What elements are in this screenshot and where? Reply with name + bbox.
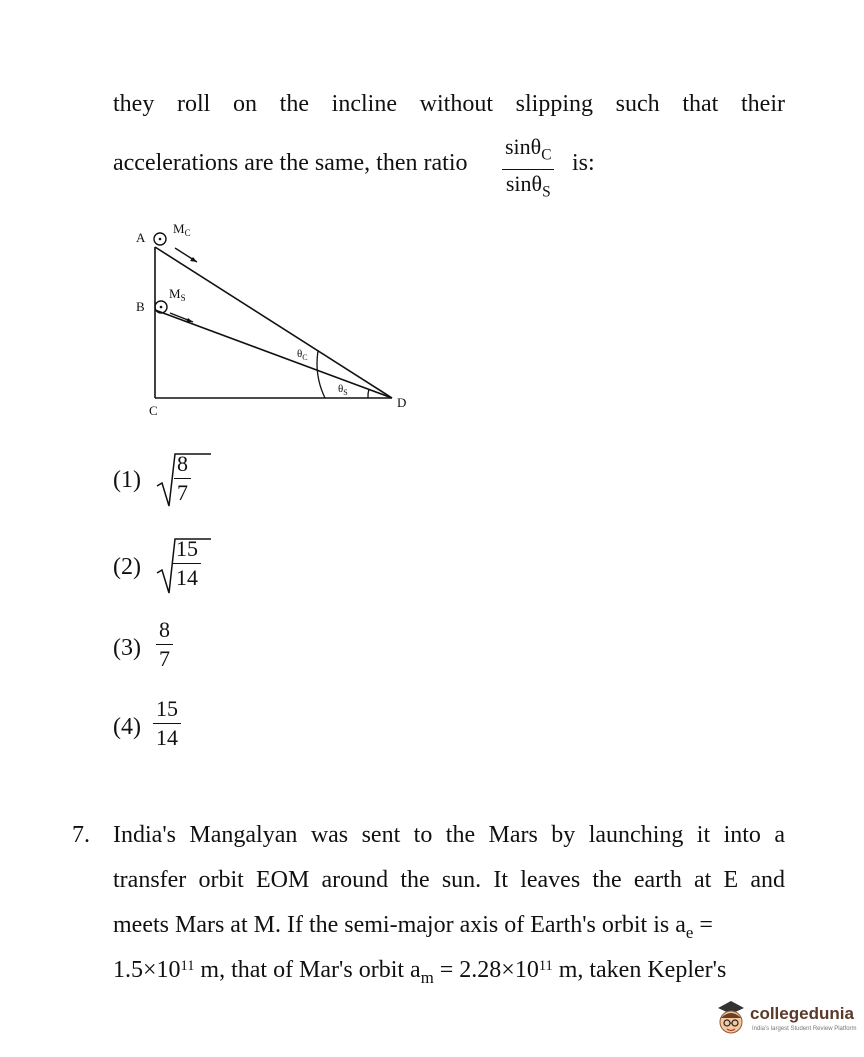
question-text-line-2-suffix: is:	[572, 150, 595, 176]
label-theta-c: $\theta_C$	[297, 348, 308, 362]
option-2-label: (2)	[113, 554, 141, 580]
question-text-line-1: they roll on the incline without slipping such that their	[113, 91, 785, 117]
label-c: C	[149, 403, 158, 418]
option-1-value: 8 7	[155, 448, 215, 510]
question-text-line-2: accelerations are the same, then ratio	[113, 150, 468, 176]
option-3-value: 8 7	[156, 618, 173, 671]
question-7-number: 7.	[72, 822, 90, 848]
logo-tagline: India's largest Student Review Platform	[752, 1026, 857, 1032]
logo-brand: collegedunia	[750, 1004, 854, 1023]
ratio-fraction	[502, 135, 554, 205]
label-b: B	[136, 299, 145, 314]
angle-arc-s	[368, 389, 369, 398]
angle-arc-c	[317, 351, 325, 398]
option-4-label: (4)	[113, 714, 141, 740]
option-1-label: (1)	[113, 467, 141, 493]
label-a: A	[136, 230, 146, 245]
ratio-numerator: sinθ$_C$	[505, 134, 552, 164]
collegedunia-logo	[714, 996, 860, 1046]
option-3-label: (3)	[113, 635, 141, 661]
question-7-line-3: meets Mars at M. If the semi-major axis of Earth's orbit is $a_e$ =	[113, 912, 713, 942]
ratio-denominator: sinθ$_S$	[505, 171, 551, 201]
option-2-value: 15 14	[155, 533, 215, 597]
label-theta-s: $\theta_S$	[338, 383, 348, 397]
mascot-icon	[714, 998, 748, 1038]
label-ms: $M_S$	[169, 286, 186, 303]
incline-diagram	[120, 215, 420, 420]
fraction-bar	[502, 169, 554, 170]
question-7-line-2: transfer orbit EOM around the sun. It leaves the earth at E and	[113, 867, 785, 893]
label-mc: $M_C$	[173, 221, 191, 238]
question-7-line-4: $1.5\times 10^{11}$ m, that of Mar's orbit $a_m = 2.28\times 10^{11}$ m, taken Kepler's	[113, 957, 727, 987]
label-d: D	[397, 395, 407, 410]
option-4-value: 15 14	[153, 697, 181, 750]
question-7-line-1: India's Mangalyan was sent to the Mars by launching it into a	[113, 822, 785, 848]
